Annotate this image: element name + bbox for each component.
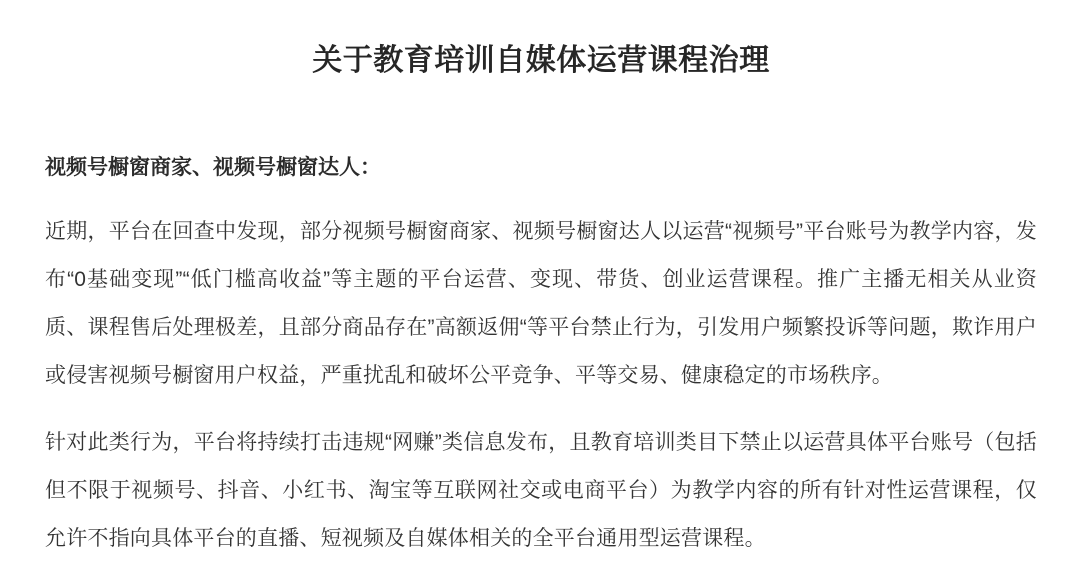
page-title: 关于教育培训自媒体运营课程治理 xyxy=(312,44,770,77)
paragraph-2: 针对此类行为，平台将持续打击违规“网赚”类信息发布，且教育培训类目下禁止以运营具体平台账号（包括但不限于视频号、抖音、小红书、淘宝等互联网社交或电商平台）为教学内容的所有针对性运营课程，仅允许不指向具体平台的直播、短视频及自媒体相关的全平台通用型运营课程。 xyxy=(45,431,1037,550)
salutation: 视频号橱窗商家、视频号橱窗达人： xyxy=(45,156,381,179)
paragraph-1: 近期，平台在回查中发现，部分视频号橱窗商家、视频号橱窗达人以运营“视频号”平台账号为教学内容，发布“0基础变现”“低门槛高收益”等主题的平台运营、变现、带货、创业运营课程。推广主播无相关从业资质、课程售后处理极差，且部分商品存在”高额返佣“等平台禁止行为，引发用户频繁投诉等问题，欺诈用户或侵害视频号橱窗用户权益，严重扰乱和破坏公平竞争、平等交易、健康稳定的市场秩序。 xyxy=(45,220,1037,387)
